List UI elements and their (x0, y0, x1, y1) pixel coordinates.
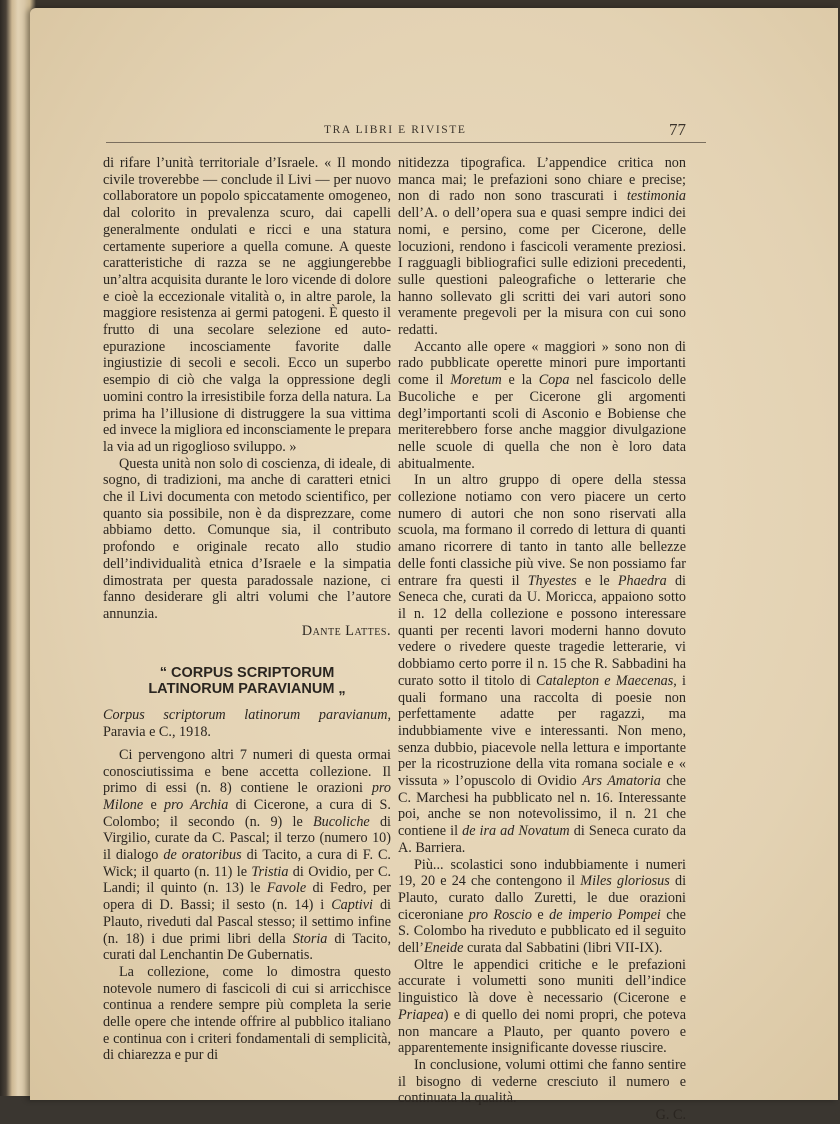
italic-title: Miles gloriosus (580, 873, 670, 890)
article-title-line: LATINORUM PARAVIANUM „ (148, 681, 346, 698)
italic-title: Captivi (331, 897, 373, 914)
italic-title: Eneide (424, 940, 464, 957)
italic-title: Catalepton e Maecenas (535, 672, 674, 689)
text-run: di Seneca curato da A. Barriera. (398, 823, 686, 856)
text-run: e le (576, 572, 618, 589)
italic-title: pro Roscio (468, 906, 533, 923)
signature-line (398, 1107, 686, 1124)
book-citation (103, 707, 391, 740)
text-run: curata dal Sabbatini (libri VII-IX). (463, 940, 663, 957)
text-run: Più... scolastici sono indubbiamente i numeri 19, 20 e 24 che contengono il (398, 856, 686, 890)
italic-title: Bucoliche (312, 813, 370, 830)
text-run: di Ovidio, per C. Landi; il quinto (n. 13) le (103, 863, 392, 897)
text-run: di Plauto, curato dallo Zuretti, le due orazioni ciceroniane (398, 873, 687, 923)
text-run: di Tacito, a cura di F. C. Wick; il quarto (n. 11) le (103, 847, 391, 880)
italic-title: de imperio Pompei (549, 906, 661, 923)
italic-title: Phaedra (617, 572, 667, 589)
page-sheet (30, 8, 838, 1124)
page-number: 77 (669, 120, 686, 139)
italic-title: Ars Amatoria (582, 773, 661, 790)
header-rule (106, 142, 706, 143)
text-run: che C. Marchesi ha pubblicato nel n. 16. Interessante poi, anche se non notevolissimo, il n. 21 che contiene il (398, 773, 686, 840)
italic-title: de oratoribus (163, 847, 242, 864)
text-run: e (143, 796, 165, 813)
paragraph (103, 456, 391, 640)
text-run: di Virgilio, curate da C. Pascal; il terzo (numero 10) il dialogo (103, 813, 391, 864)
text-run: dell’A. o dell’opera sua e quasi sempre indici dei nomi, e persino, come per Cicerone, delle locuzioni, rendono i fascicoli veramente preziosi. I ragguagli bibliografici sulle edizioni precedenti, sulle questioni paleografiche o letterarie che hanno sollevato gli scritti dei vari autori sono veramente pregevoli per la misura con cui sono redatti. (398, 205, 686, 339)
paragraph (398, 339, 686, 473)
italic-title: Storia (292, 930, 328, 947)
italic-title: Thyestes (527, 572, 577, 589)
paragraph (103, 747, 391, 964)
text-run: ) e di quello dei nomi propri, che poteva non mancare a Plauto, per quanto povero e apparentemente insignificante dovesse riuscire. (398, 1006, 686, 1057)
running-head: TRA LIBRI E RIVISTE (324, 124, 467, 136)
text-run: Accanto alle opere « maggiori » sono non di rado pubblicate operette minori pure importanti come il (398, 338, 686, 389)
paragraph (398, 857, 686, 957)
text-run: e la (501, 372, 539, 389)
paragraph-text: In conclusione, volumi ottimi che fanno sentire il bisogno di vederne cresciuto il numero e continuata la qualità. (398, 1056, 686, 1107)
text-run: di Plauto, riveduti dal Pascal stesso; il settimo infine (n. 18) i due primi libri della (103, 897, 391, 947)
citation-publisher: , Paravia e C., 1918. (103, 707, 391, 741)
italic-title: de ira ad Novatum (462, 823, 570, 840)
article-title (103, 665, 391, 697)
citation-title: Corpus scriptorum latinorum paravianum (103, 707, 388, 724)
paragraph (398, 1057, 686, 1124)
text-run: e (532, 906, 550, 923)
text-run: di Fedro, per opera di D. Bassi; il sesto (n. 14) i (103, 880, 391, 914)
italic-title: Priapea (398, 1006, 444, 1023)
italic-title: pro Archia (164, 796, 229, 813)
text-run: di Seneca che, curati da U. Moricca, appaiono sotto il n. 12 della collezione e possono interessare quanti per recenti lavori moderni hanno dovuto vedere o rivedere queste tragedie letterarie, vi dobbiamo certo porre il n. 15 che R. Sabbadini ha curato sotto il titolo di (398, 572, 686, 689)
italic-title: testimonia (626, 188, 686, 205)
paragraph (398, 957, 686, 1057)
text-run: che S. Colombo ha riveduto e pubblicato ed il seguito dell’ (398, 906, 686, 957)
article-title-line: “ CORPUS SCRIPTORUM (159, 665, 335, 682)
left-column (103, 155, 391, 1064)
italic-title: Moretum (450, 372, 502, 389)
author-signature: Dante Lattes. (301, 622, 391, 639)
italic-title: Tristia (251, 863, 289, 880)
italic-title: pro Milone (103, 780, 391, 813)
text-run: di Cicerone, a cura di S. Colombo; il secondo (n. 9) le (103, 796, 391, 830)
italic-title: Favole (266, 880, 307, 897)
text-run: di Tacito, curati dal Lenchantin De Gubernatis. (103, 930, 391, 964)
page-header (106, 120, 726, 142)
paragraph (398, 472, 686, 856)
text-run: nitidezza tipografica. L’appendice critica non manca mai; le prefazioni sono chiare e precise; non di rado non sono trascurati i (398, 155, 686, 205)
text-run: nel fascicolo delle Bucoliche e per Cicerone gli argomenti degl’importanti scoli di Asconio e Bobiense che meriterebbero forse anche maggior divulgazione nelle scuole di quella che non è loro data abitualmente. (398, 372, 686, 472)
signature-line (103, 623, 391, 640)
right-column (398, 155, 686, 1124)
paragraph: di rifare l’unità territoriale d’Israele. « Il mondo civile troverebbe — conclude il Livi — per nuovo collaboratore un popolo spiccatamente omogeneo, dal colorito in prevalenza scuro, dai capelli generalmente ondulati e ricci e una statura certamente superiore a quella comune. A queste caratteristiche di razza se ne aggiungerebbe un’altra acquisita durante le loro vicende di dolore e cioè la eccezionale vitalità o, in altre parole, la maggiore resistenza ai germi patogeni. È questo il frutto di una secolare selezione ed auto-epurazione incosciamente favorite dalle ingiustizie di secoli e secoli. Ecco un superbo esempio di ciò che valga la oppressione degli uomini contro la irresistibile forza della natura. La prima ha l’illusione di distruggere la sua vittima ed invece la migliora ed inconsciamente le prepara la via ad un rigoglioso sviluppo. » (103, 155, 391, 455)
paragraph (398, 155, 686, 339)
paragraph-text: Questa unità non solo di coscienza, di ideale, di sogno, di tradizioni, ma anche di caratteri etnici che il Livi documenta con metodo scientifico, per quanto sia possibile, non è da disprezzare, come abbiamo detto. Comunque sia, il contributo profondo e originale recato allo studio dell’individualità etnica d’Israele e la simpatia dimostrata per questa paradossale nazione, ci fanno desiderare gli altri volumi che l’autore annunzia. (103, 455, 391, 622)
text-run: , i quali formano una raccolta di poesie non perfettamente adatte per ragazzi, ma indubbiamente vive e interessanti. Non meno, senza dubbio, piacevole nella lettura e importante per la ricostruzione della vita romana sociale e « vissuta » l’opuscolo di Ovidio (398, 672, 686, 790)
text-run: In un altro gruppo di opere della stessa collezione notiamo con vero piacere un certo numero di autori che non sono riservati alla scuola, ma formano il corredo di lettura di quanti amano ricorrere di tanto in tanto alle bellezze delle fonti classiche più vive. Se non possiamo far entrare fra questi il (398, 472, 686, 589)
text-run: Ci pervengono altri 7 numeri di questa ormai conosciutissima e bene accetta collezione. Il primo di essi (n. 8) contiene le orazioni (103, 746, 391, 797)
italic-title: Copa (538, 372, 570, 389)
author-signature: G. C. (655, 1107, 686, 1124)
text-run: Oltre le appendici critiche e le prefazioni accurate i volumetti sono muniti dell’indice linguistico là dove è necessario (Cicerone e (398, 956, 686, 1007)
paragraph: La collezione, come lo dimostra questo notevole numero di fascicoli di cui si arricchisce continua a rendere sempre più completa la serie delle opere che intende offrire al pubblico italiano e continua con i criteri fondamentali di semplicità, di chiarezza e pur di (103, 963, 391, 1064)
